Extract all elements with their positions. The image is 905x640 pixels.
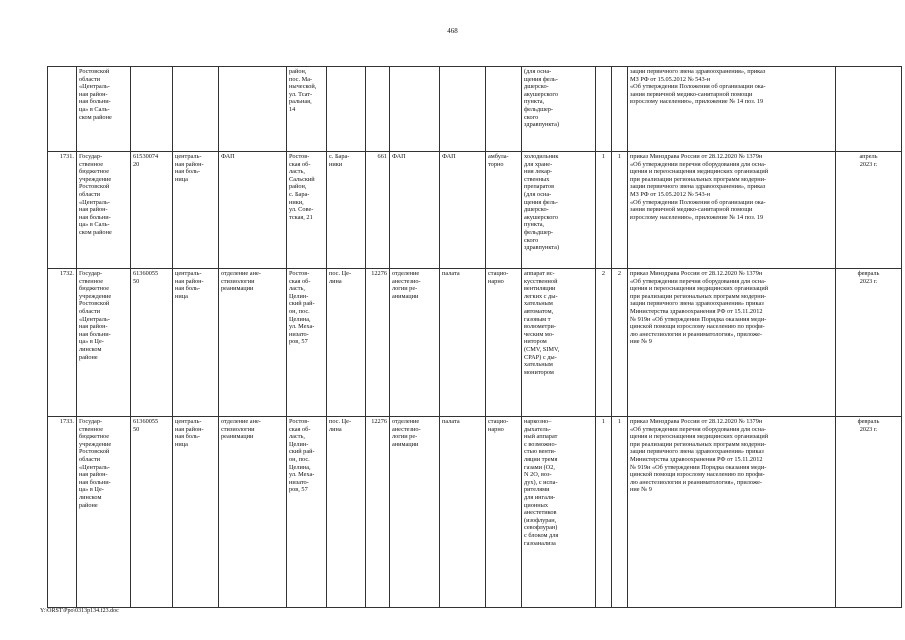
row-number: 1732.	[48, 269, 77, 417]
cell-line: здравпункта)	[524, 121, 560, 129]
cell-line: препаратов	[524, 183, 555, 191]
quantity-required-cell: 1	[612, 417, 628, 608]
cell-line: акушерского	[524, 213, 558, 221]
organization-cell	[77, 417, 131, 608]
footer-file-path: Y:\ORST\Ppo\0313p134.f23.doc	[40, 608, 119, 614]
cell-line: «Об утверждении перечня оборудования для осна-	[630, 425, 766, 433]
cell-line: ская об-	[289, 277, 311, 285]
cell-line: ул. Меха-	[289, 323, 315, 331]
cell-line: аппарат ис-	[524, 270, 555, 277]
cell-line: зания первичной медико-санитарной помощи	[630, 90, 753, 98]
cell-line: палата	[442, 418, 460, 425]
cell-line: ная район-	[175, 277, 204, 285]
cell-line: ца» в Це-	[79, 338, 104, 346]
cell-line: Ростов-	[289, 270, 310, 277]
address-cell	[287, 67, 327, 152]
cell-line: лина	[329, 277, 342, 285]
cell-line: ский рай-	[289, 448, 315, 456]
cell-line: «Об утверждении Положения об организации ока-	[630, 198, 766, 206]
quantity-cell: 1	[596, 152, 612, 269]
cell-line: приказ Минздрава России от 28.12.2020 № 1379н	[630, 270, 763, 277]
cell-line: ственное	[79, 277, 104, 285]
cell-line: ская об-	[289, 425, 311, 433]
cell-line: газоанализа	[524, 539, 556, 547]
cell-line: хательным	[524, 300, 553, 308]
org-type-cell	[173, 417, 219, 608]
row-number: 1731.	[48, 152, 77, 269]
cell-line: 50	[133, 425, 140, 433]
cell-line: районе	[79, 353, 98, 361]
cell-line: линском	[79, 493, 102, 501]
cell-line: взрослому населению», приложение № 14 поз. 19	[630, 98, 764, 106]
cell-line: ная больни-	[79, 330, 111, 338]
cell-line: анимации	[392, 292, 419, 300]
cell-line: логии ре-	[392, 433, 418, 441]
cell-line: отделение ане-	[221, 418, 261, 425]
page-number: 468	[447, 27, 458, 35]
cell-line: щения и переоснащения медицинских организаций	[630, 285, 769, 293]
org-code-cell	[131, 67, 173, 152]
quantity-required-cell	[612, 67, 628, 152]
cell-line: дух), с испа-	[524, 478, 558, 486]
cell-line: учреждение	[79, 175, 112, 183]
cell-line: монитором	[524, 368, 554, 376]
cell-line: щения и переоснащения медицинских организаций	[630, 433, 769, 441]
cell-line: ная район-	[79, 471, 108, 479]
room-cell	[440, 67, 486, 152]
cell-line: зации первичного звена здравоохранения», приказ	[630, 68, 766, 75]
cell-line: ционных	[524, 501, 549, 509]
cell-line: Ростовской	[79, 183, 110, 191]
cell-line: 50	[133, 277, 140, 285]
legal-basis-cell	[628, 152, 836, 269]
cell-line: ная район-	[79, 323, 108, 331]
cell-line: ул. Меха-	[289, 471, 315, 479]
cell-line: Сальский	[289, 175, 315, 183]
cell-line: ФАП	[442, 153, 456, 160]
cell-line: цинской помощи взрослому населению по профи-	[630, 471, 765, 479]
cell-line: ная боль-	[175, 168, 201, 176]
cell-line: при реализации региональных программ модерни-	[630, 175, 767, 183]
cell-line: ского	[524, 236, 539, 244]
cell-line: нарно	[488, 425, 504, 433]
cell-line: «Централь-	[79, 463, 110, 471]
cell-line: ская об-	[289, 160, 311, 168]
date-cell	[836, 269, 902, 417]
cell-line: район,	[289, 68, 307, 75]
cell-line: районе	[79, 501, 98, 509]
date-cell	[836, 417, 902, 608]
cell-line: приказ Минздрава России от 28.12.2020 № 1379н	[630, 418, 763, 425]
cell-line: февраль	[857, 270, 880, 277]
cell-line: ров, 57	[289, 338, 308, 346]
cell-line: при реализации региональных программ модерни-	[630, 440, 767, 448]
cell-line: щения и переоснащения медицинских организаций	[630, 168, 769, 176]
room-cell	[440, 269, 486, 417]
cell-line: торно	[488, 160, 504, 168]
cell-line: отделение	[392, 270, 420, 277]
row-number	[48, 67, 77, 152]
cell-line: Ростов-	[289, 418, 310, 425]
locality-cell	[327, 269, 366, 417]
cell-line: пос. Це-	[329, 270, 352, 277]
cell-line: нитором	[524, 338, 547, 346]
cell-line: фельдшер-	[524, 105, 553, 113]
cell-line: ная больни-	[79, 98, 111, 106]
cell-line: пункта,	[524, 98, 545, 106]
cell-line: дшерско-	[524, 83, 549, 91]
subdivision-cell	[390, 67, 440, 152]
cell-line: анестезио-	[392, 425, 421, 433]
cell-line: ная район-	[175, 425, 204, 433]
org-type-cell	[173, 152, 219, 269]
cell-line: «Об утверждении перечня оборудования для осна-	[630, 277, 766, 285]
cell-line: Государ-	[79, 270, 103, 277]
cell-line: Целина,	[289, 315, 311, 323]
address-cell	[287, 152, 327, 269]
cell-line: анестезио-	[392, 277, 421, 285]
cell-line: стацио-	[488, 270, 509, 277]
cell-line: для ингаля-	[524, 493, 556, 501]
cell-line: щения фель-	[524, 198, 558, 206]
cell-line: области	[79, 307, 101, 315]
cell-line: Целина,	[289, 463, 311, 471]
cell-line: ная боль-	[175, 433, 201, 441]
cell-line: газовым т	[524, 315, 551, 323]
cell-line: линском	[79, 345, 102, 353]
cell-line: «Централь-	[79, 315, 110, 323]
quantity-cell: 2	[596, 269, 612, 417]
cell-line: ляции тремя	[524, 455, 558, 463]
equipment-cell	[522, 67, 596, 152]
org-code-cell	[131, 152, 173, 269]
cell-line: ная район-	[175, 160, 204, 168]
cell-line: Ростовской	[79, 448, 110, 456]
address-cell	[287, 269, 327, 417]
cell-line: 14	[289, 105, 296, 113]
subdivision-cell	[390, 269, 440, 417]
cell-line: ница	[175, 440, 188, 448]
cell-line: анимации	[392, 440, 419, 448]
cell-line: пос. Це-	[329, 418, 352, 425]
cell-line: 61360055	[133, 418, 159, 425]
table-row	[48, 67, 902, 152]
cell-line: 20	[133, 160, 140, 168]
cell-line: бюджетное	[79, 433, 109, 441]
cell-line: отделение ане-	[221, 270, 261, 277]
cell-line: стью венти-	[524, 448, 557, 456]
cell-line: тская, 21	[289, 213, 313, 221]
date-cell	[836, 67, 902, 152]
table-row	[48, 152, 902, 269]
department-cell	[219, 152, 287, 269]
cell-line: ния лекар-	[524, 168, 553, 176]
cell-line: район,	[289, 183, 307, 191]
date-cell	[836, 152, 902, 269]
cell-line: (изофлуран,	[524, 516, 557, 524]
cell-line: ная боль-	[175, 285, 201, 293]
cell-line: приказ Минздрава России от 28.12.2020 № 1379н	[630, 153, 763, 160]
quantity-cell: 1	[596, 417, 612, 608]
cell-line: зации первичного звена здравоохранения» приказ	[630, 300, 764, 308]
locality-cell	[327, 417, 366, 608]
cell-line: палата	[442, 270, 460, 277]
cell-line: ственных	[524, 175, 550, 183]
cell-line: области	[79, 455, 101, 463]
cell-line: щения фель-	[524, 75, 558, 83]
cell-line: (для осна-	[524, 68, 552, 75]
room-cell	[440, 417, 486, 608]
cell-line: пункта,	[524, 221, 545, 229]
cell-line: ная район-	[79, 206, 108, 214]
cell-line: отделение	[392, 418, 420, 425]
cell-line: ласть,	[289, 168, 305, 176]
cell-line: анестетиков	[524, 509, 557, 517]
cell-line: «Об утверждении перечня оборудования для осна-	[630, 160, 766, 168]
cell-line: МЗ РФ от 15.05.2012 № 543-н	[630, 190, 711, 198]
cell-line: легких с ды-	[524, 292, 558, 300]
cell-line: акушерского	[524, 90, 558, 98]
cell-line: логии ре-	[392, 285, 418, 293]
cell-line: Целин-	[289, 440, 309, 448]
conditions-cell	[486, 269, 522, 417]
cell-line: области	[79, 190, 101, 198]
cell-line: ческим мо-	[524, 330, 555, 338]
cell-line: ФАП	[392, 153, 406, 160]
cell-line: № 919н «Об утверждении Порядка оказания меди-	[630, 463, 767, 471]
cell-line: с. Бара-	[329, 153, 350, 160]
cell-line: ники	[329, 160, 343, 168]
cell-line: взрослому населению», приложение № 14 поз. 19	[630, 213, 764, 221]
cell-line: ная больни-	[79, 213, 111, 221]
cell-line: пос. Ма-	[289, 75, 313, 83]
cell-line: он, пос.	[289, 455, 310, 463]
cell-line: № 919н «Об утверждении Порядка оказания меди-	[630, 315, 767, 323]
organization-cell	[77, 67, 131, 152]
cell-line: централь-	[175, 153, 202, 160]
subdivision-cell	[390, 417, 440, 608]
cell-line: ца» в Саль-	[79, 221, 110, 229]
cell-line: для хране-	[524, 160, 553, 168]
equipment-cell	[522, 417, 596, 608]
cell-line: централь-	[175, 418, 202, 425]
cell-line: ул. Тсат-	[289, 90, 313, 98]
equipment-cell	[522, 269, 596, 417]
quantity-required-cell: 1	[612, 152, 628, 269]
cell-line: зания первичной медико-санитарной помощи	[630, 206, 753, 214]
cell-line: ФАП	[221, 153, 235, 160]
quantity-required-cell: 2	[612, 269, 628, 417]
cell-line: 2023 г.	[859, 277, 878, 285]
cell-line: холодильник	[524, 153, 559, 160]
cell-line: Ростовской	[79, 68, 110, 75]
cell-line: Государ-	[79, 418, 103, 425]
cell-line: хательным	[524, 361, 553, 369]
org-code-cell	[131, 417, 173, 608]
organization-cell	[77, 269, 131, 417]
oktmo-cell: 12276	[366, 417, 390, 608]
cell-line: CPAP) с ды-	[524, 353, 557, 361]
cell-line: ная район-	[79, 90, 108, 98]
cell-line: низато-	[289, 330, 309, 338]
equipment-cell	[522, 152, 596, 269]
cell-line: реанимации	[221, 433, 254, 441]
cell-line: Ростовской	[79, 300, 110, 308]
cell-line: ласть,	[289, 285, 305, 293]
cell-line: лина	[329, 425, 342, 433]
organization-cell	[77, 152, 131, 269]
org-code-cell	[131, 269, 173, 417]
cell-line: февраль	[857, 418, 880, 425]
cell-line: ском районе	[79, 228, 112, 236]
cell-line: с блоком для	[524, 531, 559, 539]
cell-line: Ростов-	[289, 153, 310, 160]
cell-line: севофлуран)	[524, 524, 558, 532]
org-type-cell	[173, 67, 219, 152]
cell-line: 61360055	[133, 270, 159, 277]
cell-line: наркозно–	[524, 418, 552, 425]
cell-line: учреждение	[79, 440, 112, 448]
cell-line: ласть,	[289, 433, 305, 441]
cell-line: дшерско-	[524, 206, 549, 214]
cell-line: «Централь-	[79, 83, 110, 91]
cell-line: ние № 9	[630, 486, 652, 494]
cell-line: рителями	[524, 486, 550, 494]
cell-line: 61530074	[133, 153, 159, 160]
conditions-cell	[486, 67, 522, 152]
legal-basis-cell	[628, 269, 836, 417]
cell-line: ница	[175, 292, 188, 300]
cell-line: ца» в Саль-	[79, 105, 110, 113]
cell-line: «Централь-	[79, 198, 110, 206]
cell-line: ул. Сове-	[289, 206, 314, 214]
locality-cell	[327, 152, 366, 269]
department-cell	[219, 269, 287, 417]
cell-line: ники,	[289, 198, 304, 206]
cell-line: ца» в Це-	[79, 486, 104, 494]
cell-line: ная больни-	[79, 478, 111, 486]
legal-basis-cell	[628, 67, 836, 152]
cell-line: волюметри-	[524, 323, 556, 331]
cell-line: реанимации	[221, 285, 254, 293]
cell-line: кусственной	[524, 277, 558, 285]
cell-line: с возможно-	[524, 440, 557, 448]
cell-line: лю анестезиология и реаниматология», приложе-	[630, 330, 763, 338]
cell-line: низато-	[289, 478, 309, 486]
oktmo-cell: 12276	[366, 269, 390, 417]
cell-line: зации первичного звена здравоохранения» приказ	[630, 448, 764, 456]
cell-line: ского	[524, 113, 539, 121]
register-table	[47, 66, 902, 608]
oktmo-cell	[366, 67, 390, 152]
locality-cell	[327, 67, 366, 152]
table-row	[48, 417, 902, 608]
cell-line: учреждение	[79, 292, 112, 300]
room-cell	[440, 152, 486, 269]
cell-line: нарно	[488, 277, 504, 285]
quantity-cell	[596, 67, 612, 152]
cell-line: ральная,	[289, 98, 312, 106]
cell-line: ственное	[79, 425, 104, 433]
address-cell	[287, 417, 327, 608]
cell-line: Министерства здравоохранения РФ от 15.11.2012	[630, 455, 763, 463]
cell-line: цинской помощи взрослому населению по профи-	[630, 323, 765, 331]
cell-line: «Об утверждении Положения об организации ока-	[630, 83, 766, 91]
cell-line: ние № 9	[630, 338, 652, 346]
cell-line: 2023 г.	[859, 425, 878, 433]
cell-line: вентиляции	[524, 285, 556, 293]
cell-line: области	[79, 75, 101, 83]
cell-line: ров, 57	[289, 486, 308, 494]
cell-line: он, пос.	[289, 307, 310, 315]
cell-line: стизиологии	[221, 425, 255, 433]
subdivision-cell	[390, 152, 440, 269]
org-type-cell	[173, 269, 219, 417]
cell-line: Министерства здравоохранения РФ от 15.11.2012	[630, 307, 763, 315]
cell-line: Государ-	[79, 153, 103, 160]
cell-line: Целин-	[289, 292, 309, 300]
legal-basis-cell	[628, 417, 836, 608]
row-number: 1733.	[48, 417, 77, 608]
cell-line: фельдшер-	[524, 228, 553, 236]
cell-line: стацио-	[488, 418, 509, 425]
cell-line: апрель	[859, 153, 878, 160]
cell-line: (CMV, SIMV,	[524, 345, 560, 353]
department-cell	[219, 67, 287, 152]
cell-line: ныческой,	[289, 83, 317, 91]
cell-line: ственное	[79, 160, 104, 168]
cell-line: при реализации региональных программ модерни-	[630, 292, 767, 300]
cell-line: здравпункта)	[524, 244, 560, 252]
table-row	[48, 269, 902, 417]
cell-line: ский рай-	[289, 300, 315, 308]
cell-line: централь-	[175, 270, 202, 277]
cell-line: газами (O2,	[524, 463, 555, 471]
cell-line: амбула-	[488, 153, 509, 160]
cell-line: автоматом,	[524, 307, 554, 315]
cell-line: ском районе	[79, 113, 112, 121]
cell-line: лю анестезиология и реаниматология», приложе-	[630, 478, 763, 486]
cell-line: МЗ РФ от 15.05.2012 № 543-н	[630, 75, 711, 83]
oktmo-cell: 661	[366, 152, 390, 269]
conditions-cell	[486, 152, 522, 269]
cell-line: зации первичного звена здравоохранения», приказ	[630, 183, 766, 191]
cell-line: бюджетное	[79, 168, 109, 176]
cell-line: ница	[175, 175, 188, 183]
cell-line: стизиологии	[221, 277, 255, 285]
department-cell	[219, 417, 287, 608]
cell-line: (для осна-	[524, 190, 552, 198]
cell-line: дыхатель-	[524, 425, 551, 433]
cell-line: N 2O, воз-	[524, 471, 552, 479]
conditions-cell	[486, 417, 522, 608]
cell-line: ный аппарат	[524, 433, 558, 441]
cell-line: с. Бара-	[289, 190, 310, 198]
cell-line: 2023 г.	[859, 160, 878, 168]
cell-line: бюджетное	[79, 285, 109, 293]
